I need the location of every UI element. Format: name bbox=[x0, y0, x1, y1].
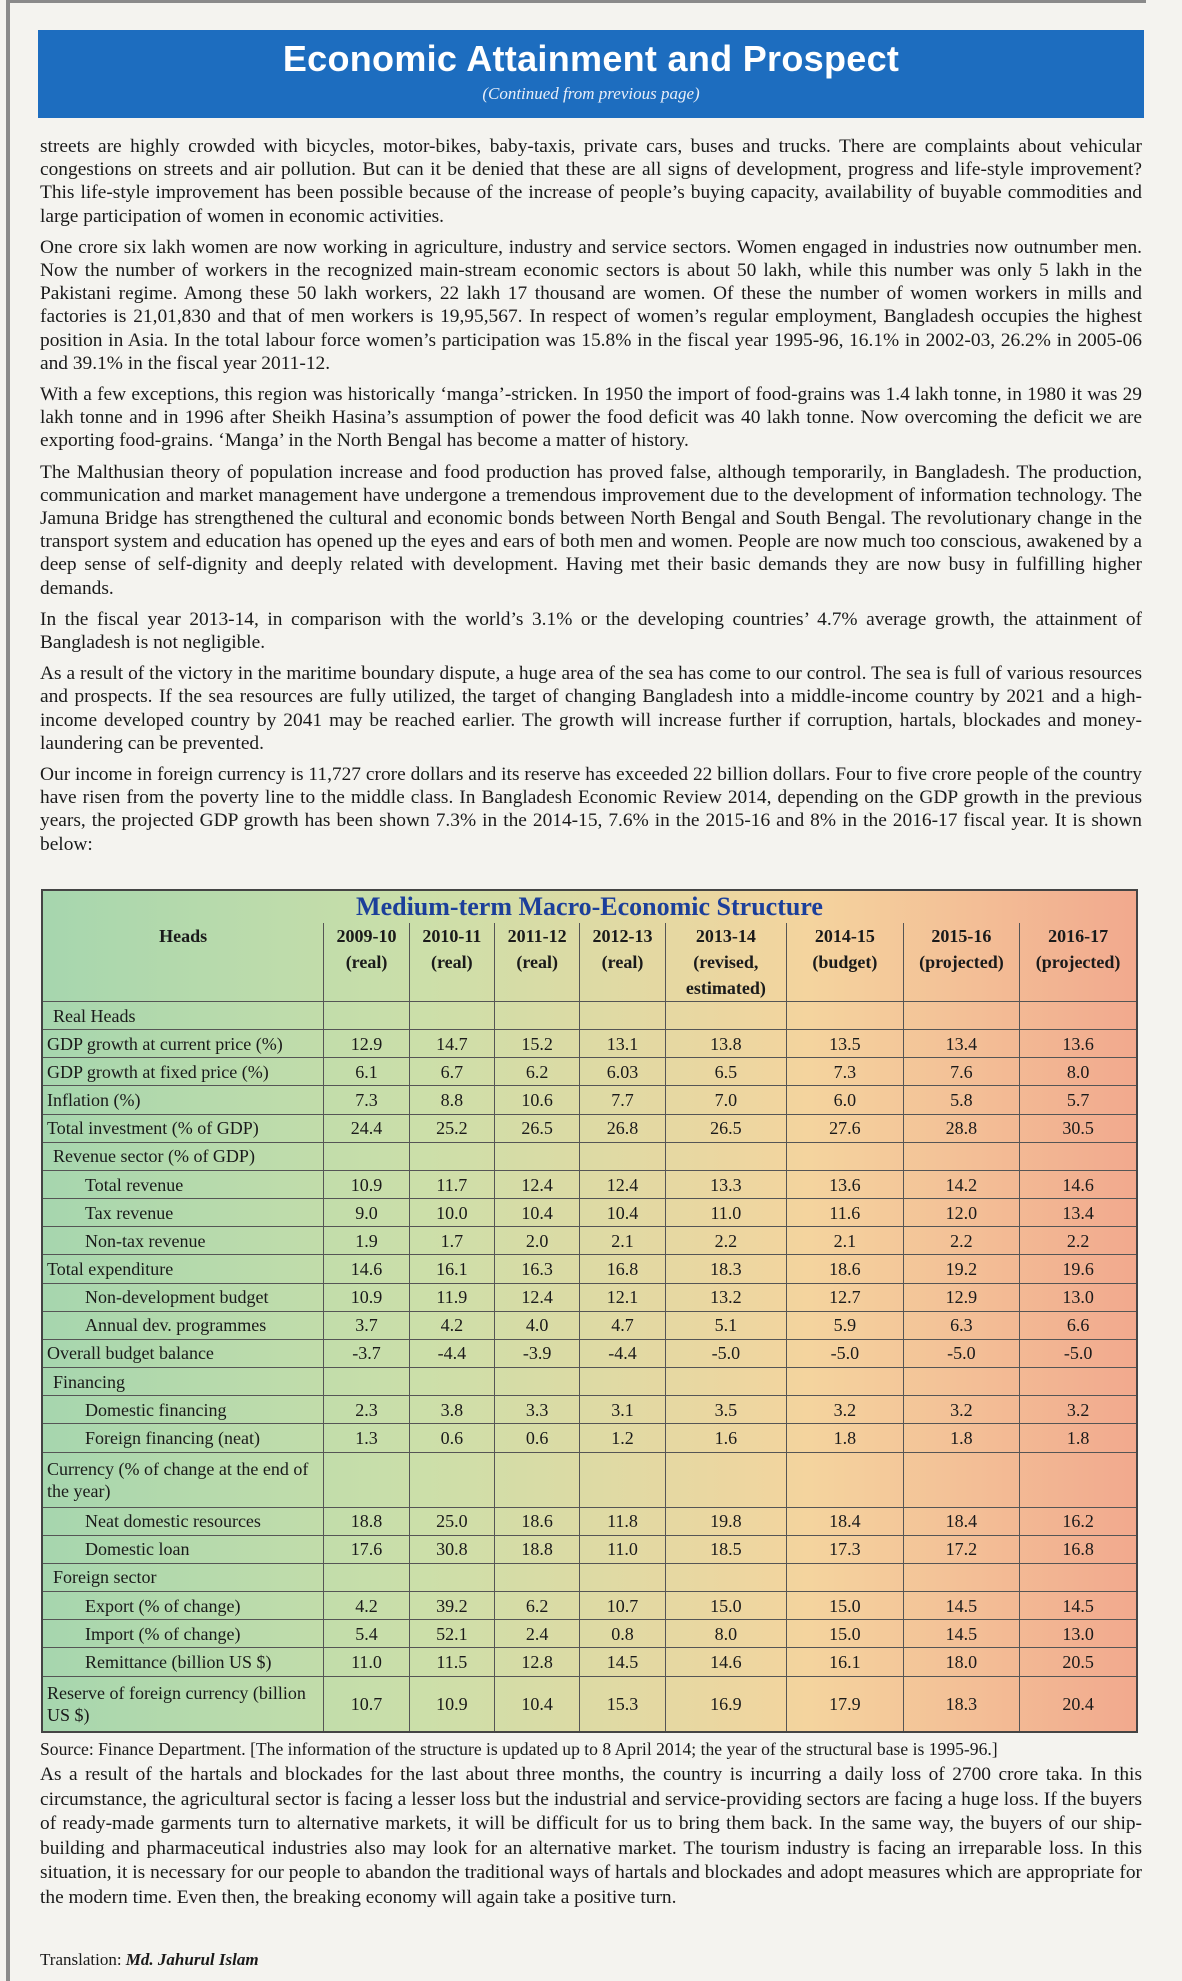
table-cell bbox=[665, 1002, 786, 1030]
table-cell: 13.4 bbox=[1020, 1199, 1137, 1227]
table-cell bbox=[495, 1002, 580, 1030]
table-cell: 7.3 bbox=[324, 1086, 409, 1114]
table-cell: 11.9 bbox=[409, 1283, 494, 1311]
table-cell: 18.4 bbox=[787, 1507, 904, 1535]
table-cell: 28.8 bbox=[903, 1114, 1020, 1142]
table-cell: 18.3 bbox=[665, 1255, 786, 1283]
column-header-year bbox=[324, 923, 409, 1002]
table-cell: 12.1 bbox=[580, 1283, 665, 1311]
table-cell: -5.0 bbox=[665, 1339, 786, 1367]
column-note: (projected) bbox=[919, 952, 1004, 972]
column-year: 2014-15 bbox=[814, 926, 875, 946]
table-cell: 7.6 bbox=[903, 1058, 1020, 1086]
table-cell: -4.4 bbox=[580, 1339, 665, 1367]
table-cell: 10.6 bbox=[495, 1086, 580, 1114]
table-cell: 16.3 bbox=[495, 1255, 580, 1283]
table-row bbox=[42, 1199, 1137, 1227]
table-row bbox=[42, 1255, 1137, 1283]
closing-section bbox=[40, 1763, 1142, 1910]
table-cell bbox=[324, 1563, 409, 1591]
row-label: Tax revenue bbox=[42, 1199, 324, 1227]
column-year: 2013-14 bbox=[695, 926, 756, 946]
table-cell: 25.0 bbox=[409, 1507, 494, 1535]
table-cell: 16.1 bbox=[409, 1255, 494, 1283]
page-left-rule bbox=[6, 0, 10, 1981]
table-cell bbox=[787, 1452, 904, 1507]
table-cell: 26.5 bbox=[495, 1114, 580, 1142]
table-cell: 27.6 bbox=[787, 1114, 904, 1142]
table-cell: 1.7 bbox=[409, 1227, 494, 1255]
table-cell: 18.5 bbox=[665, 1535, 786, 1563]
table-cell: 11.5 bbox=[409, 1648, 494, 1676]
table-cell: 3.8 bbox=[409, 1396, 494, 1424]
table-cell: 0.6 bbox=[409, 1424, 494, 1452]
table-cell: 8.0 bbox=[665, 1620, 786, 1648]
table-cell: 13.1 bbox=[580, 1030, 665, 1058]
table-cell bbox=[787, 1563, 904, 1591]
title-banner bbox=[38, 30, 1144, 118]
table-row bbox=[42, 1396, 1137, 1424]
table-cell bbox=[580, 1368, 665, 1396]
table-cell: 26.5 bbox=[665, 1114, 786, 1142]
row-label: GDP growth at fixed price (%) bbox=[42, 1058, 324, 1086]
table-cell bbox=[665, 1142, 786, 1170]
table-cell: 12.7 bbox=[787, 1283, 904, 1311]
row-label: Domestic financing bbox=[42, 1396, 324, 1424]
table-cell: 1.9 bbox=[324, 1227, 409, 1255]
paragraph: In the fiscal year 2013-14, in comparison with the world’s 3.1% or the developing countries’ 4.7% average growth, the attainment of Bangladesh is not negligible. bbox=[40, 608, 1142, 654]
table-row bbox=[42, 1592, 1137, 1620]
table-cell: 3.2 bbox=[903, 1396, 1020, 1424]
table-cell: 14.7 bbox=[409, 1030, 494, 1058]
table-cell bbox=[324, 1002, 409, 1030]
table-cell: 5.7 bbox=[1020, 1086, 1137, 1114]
section-row bbox=[42, 1142, 1137, 1170]
table-cell: -5.0 bbox=[787, 1339, 904, 1367]
table-cell: 6.3 bbox=[903, 1311, 1020, 1339]
table-cell bbox=[665, 1368, 786, 1396]
table-cell: 14.2 bbox=[903, 1170, 1020, 1198]
table-title-row bbox=[42, 890, 1137, 923]
table-cell bbox=[1020, 1002, 1137, 1030]
table-cell: 10.4 bbox=[495, 1676, 580, 1732]
table-row bbox=[42, 1030, 1137, 1058]
table-cell bbox=[324, 1142, 409, 1170]
table-row bbox=[42, 1648, 1137, 1676]
table-cell: 16.8 bbox=[580, 1255, 665, 1283]
table-row bbox=[42, 1620, 1137, 1648]
table-cell bbox=[903, 1002, 1020, 1030]
table-cell: 15.3 bbox=[580, 1676, 665, 1732]
credit-label: Translation: bbox=[40, 1950, 122, 1969]
row-label: Neat domestic resources bbox=[42, 1507, 324, 1535]
table-cell: 14.6 bbox=[324, 1255, 409, 1283]
table-cell bbox=[580, 1002, 665, 1030]
section-row bbox=[42, 1368, 1137, 1396]
table-cell: 10.7 bbox=[324, 1676, 409, 1732]
table-cell: 18.6 bbox=[787, 1255, 904, 1283]
column-note: (real) bbox=[601, 952, 644, 972]
table-row bbox=[42, 1507, 1137, 1535]
table-row bbox=[42, 1676, 1137, 1732]
table-cell: 12.9 bbox=[903, 1283, 1020, 1311]
paragraph: The Malthusian theory of population increase and food production has proved false, although temporarily, in Bangladesh. The production, communication and market management have undergone a tremendous improvement due to the development of information technology. The Jamuna Bridge has strengthened the cultural and economic bonds between North Bengal and South Bengal. The revolutionary change in the transport system and education has opened up the eyes and ears of both men and women. People are now much too conscious, awakened by a deep sense of self-dignity and deeply related with development. Having met their basic demands they are now busy in fulfilling higher demands. bbox=[40, 461, 1142, 599]
table-cell: 20.5 bbox=[1020, 1648, 1137, 1676]
table-cell: 3.2 bbox=[1020, 1396, 1137, 1424]
table-row bbox=[42, 1311, 1137, 1339]
table-row bbox=[42, 1058, 1137, 1086]
page-top-rule bbox=[6, 0, 1146, 3]
column-note: (real) bbox=[431, 952, 473, 972]
table-cell: 16.8 bbox=[1020, 1535, 1137, 1563]
table-cell: 6.2 bbox=[495, 1058, 580, 1086]
table-body bbox=[42, 1002, 1137, 1733]
table-cell: 18.8 bbox=[495, 1535, 580, 1563]
table-cell: 11.0 bbox=[580, 1535, 665, 1563]
table-cell bbox=[787, 1368, 904, 1396]
table-cell bbox=[409, 1368, 494, 1396]
row-label: Annual dev. programmes bbox=[42, 1311, 324, 1339]
row-label: Reserve of foreign currency (billion US $) bbox=[42, 1676, 324, 1732]
table-cell: 39.2 bbox=[409, 1592, 494, 1620]
table-cell: 10.4 bbox=[580, 1199, 665, 1227]
table-cell: 20.4 bbox=[1020, 1676, 1137, 1732]
column-year: 2015-16 bbox=[931, 926, 992, 946]
table-cell: 24.4 bbox=[324, 1114, 409, 1142]
row-label: Domestic loan bbox=[42, 1535, 324, 1563]
table-cell: 6.7 bbox=[409, 1058, 494, 1086]
table-cell: 10.7 bbox=[580, 1592, 665, 1620]
table-cell: 5.4 bbox=[324, 1620, 409, 1648]
table-cell: 30.8 bbox=[409, 1535, 494, 1563]
column-header-year bbox=[1020, 923, 1137, 1002]
table-cell bbox=[409, 1142, 494, 1170]
table-cell: 13.3 bbox=[665, 1170, 786, 1198]
table-cell: 6.03 bbox=[580, 1058, 665, 1086]
table-cell bbox=[903, 1452, 1020, 1507]
row-label: Total revenue bbox=[42, 1170, 324, 1198]
table-cell: 3.1 bbox=[580, 1396, 665, 1424]
table-cell: 3.5 bbox=[665, 1396, 786, 1424]
table-cell: 6.5 bbox=[665, 1058, 786, 1086]
row-label: Export (% of change) bbox=[42, 1592, 324, 1620]
paragraph: One crore six lakh women are now working in agriculture, industry and service sectors. Women engaged in industries now outnumber men. Now the number of workers in the recognized main-stream economic sectors is about 50 lakh, while this number was only 5 lakh in the Pakistani regime. Among these 50 lakh workers, 22 lakh 17 thousand are women. Of these the number of women workers in mills and factories is 21,01,830 and that of men workers is 19,95,567. In respect of women’s regular employment, Bangladesh occupies the highest position in Asia. In the total labour force women’s participation was 15.8% in the fiscal year 1995-96, 16.1% in 2002-03, 26.2% in 2005-06 and 39.1% in the fiscal year 2011-12. bbox=[40, 236, 1142, 374]
table-cell: 2.4 bbox=[495, 1620, 580, 1648]
table-cell: 26.8 bbox=[580, 1114, 665, 1142]
table-cell: 1.8 bbox=[1020, 1424, 1137, 1452]
table-cell: 2.1 bbox=[580, 1227, 665, 1255]
table-cell bbox=[580, 1452, 665, 1507]
table-cell: 1.6 bbox=[665, 1424, 786, 1452]
row-label: Remittance (billion US $) bbox=[42, 1648, 324, 1676]
table-cell bbox=[1020, 1368, 1137, 1396]
table-row bbox=[42, 1114, 1137, 1142]
column-note: (revised, estimated) bbox=[685, 952, 766, 998]
row-label: Inflation (%) bbox=[42, 1086, 324, 1114]
row-label: Overall budget balance bbox=[42, 1339, 324, 1367]
paragraph: As a result of the victory in the maritime boundary dispute, a huge area of the sea has come to our control. The sea is full of various resources and prospects. If the sea resources are fully utilized, the target of changing Bangladesh into a middle-income country by 2021 and a high-income developed country by 2041 may be reached earlier. The growth will increase further if corruption, hartals, blockades and money-laundering can be prevented. bbox=[40, 663, 1142, 754]
table-cell: 14.5 bbox=[1020, 1592, 1137, 1620]
table-row bbox=[42, 1227, 1137, 1255]
source-note: Source: Finance Department. [The information of the structure is updated up to 8 April 2014; the year of the structural base is 1995-96.] bbox=[40, 1739, 998, 1759]
table-cell: 12.8 bbox=[495, 1648, 580, 1676]
table-cell: 7.7 bbox=[580, 1086, 665, 1114]
table-header-row bbox=[42, 923, 1137, 1002]
table-cell bbox=[495, 1142, 580, 1170]
row-label: Non-tax revenue bbox=[42, 1227, 324, 1255]
column-header-year bbox=[495, 923, 580, 1002]
table-cell: 15.0 bbox=[665, 1592, 786, 1620]
table-cell: 8.0 bbox=[1020, 1058, 1137, 1086]
table-cell: 2.0 bbox=[495, 1227, 580, 1255]
row-label: Foreign financing (neat) bbox=[42, 1424, 324, 1452]
table-cell: 10.0 bbox=[409, 1199, 494, 1227]
table-cell bbox=[495, 1368, 580, 1396]
column-year: 2012-13 bbox=[592, 926, 653, 946]
section-row bbox=[42, 1002, 1137, 1030]
table-cell bbox=[409, 1563, 494, 1591]
column-header-year bbox=[409, 923, 494, 1002]
table-cell: 1.3 bbox=[324, 1424, 409, 1452]
table-cell: 5.1 bbox=[665, 1311, 786, 1339]
table-cell: 0.6 bbox=[495, 1424, 580, 1452]
table-cell: 4.7 bbox=[580, 1311, 665, 1339]
table-cell: 12.4 bbox=[580, 1170, 665, 1198]
table-cell: 13.2 bbox=[665, 1283, 786, 1311]
column-note: (projected) bbox=[1035, 952, 1121, 972]
table-cell bbox=[495, 1452, 580, 1507]
table-cell: 10.9 bbox=[324, 1170, 409, 1198]
table-cell: 10.9 bbox=[324, 1283, 409, 1311]
paragraph: With a few exceptions, this region was historically ‘manga’-stricken. In 1950 the import of food-grains was 1.4 lakh tonne, in 1980 it was 29 lakh tonne and in 1996 after Sheikh Hasina’s assumption of power the food deficit was 40 lakh tonne. Now overcoming the deficit we are exporting food-grains. ‘Manga’ in the North Bengal has become a matter of history. bbox=[40, 384, 1142, 452]
table-cell: 16.2 bbox=[1020, 1507, 1137, 1535]
table-cell: 13.0 bbox=[1020, 1283, 1137, 1311]
table-cell: 3.7 bbox=[324, 1311, 409, 1339]
table-cell: -5.0 bbox=[903, 1339, 1020, 1367]
table-row bbox=[42, 1170, 1137, 1198]
table-cell: 14.5 bbox=[903, 1620, 1020, 1648]
table-cell: 52.1 bbox=[409, 1620, 494, 1648]
table-cell: 1.2 bbox=[580, 1424, 665, 1452]
table-cell: 18.0 bbox=[903, 1648, 1020, 1676]
table-cell: -3.9 bbox=[495, 1339, 580, 1367]
table-cell: 19.8 bbox=[665, 1507, 786, 1535]
column-year: 2016-17 bbox=[1048, 926, 1109, 946]
table-cell: 30.5 bbox=[1020, 1114, 1137, 1142]
column-header-year bbox=[787, 923, 904, 1002]
row-label: Non-development budget bbox=[42, 1283, 324, 1311]
table-cell bbox=[787, 1142, 904, 1170]
table-cell: 3.2 bbox=[787, 1396, 904, 1424]
column-year: Heads bbox=[159, 926, 208, 946]
table-cell: 14.5 bbox=[580, 1648, 665, 1676]
table-cell: 11.0 bbox=[665, 1199, 786, 1227]
table-row bbox=[42, 1283, 1137, 1311]
continued-note: (Continued from previous page) bbox=[482, 84, 700, 103]
table-cell: 2.2 bbox=[1020, 1227, 1137, 1255]
closing-paragraph: As a result of the hartals and blockades for the last about three months, the country is incurring a daily loss of 2700 crore taka. In this circumstance, the agricultural sector is facing a lesser loss but the industrial and service-providing sectors are facing a huge loss. If the buyers of ready-made garments turn to alternative markets, it will be difficult for us to bring them back. In the same way, the buyers of our ship-building and pharmaceutical industries also may look for an alternative market. The tourism industry is facing an irreparable loss. In this situation, it is necessary for our people to abandon the traditional ways of hartals and blockades and adopt measures which are appropriate for the modern time. Even then, the breaking economy will again take a positive turn. bbox=[40, 1764, 1142, 1908]
column-header-year bbox=[903, 923, 1020, 1002]
column-note: (real) bbox=[345, 952, 388, 972]
column-year: 2011-12 bbox=[507, 926, 567, 946]
table-cell: -4.4 bbox=[409, 1339, 494, 1367]
table-cell bbox=[903, 1563, 1020, 1591]
table-cell: 6.6 bbox=[1020, 1311, 1137, 1339]
row-label: Revenue sector (% of GDP) bbox=[42, 1142, 324, 1170]
table-cell: 4.0 bbox=[495, 1311, 580, 1339]
table-cell: 19.6 bbox=[1020, 1255, 1137, 1283]
table-cell: 12.4 bbox=[495, 1170, 580, 1198]
table-cell: 13.8 bbox=[665, 1030, 786, 1058]
table-cell: 18.8 bbox=[324, 1507, 409, 1535]
table-cell bbox=[665, 1452, 786, 1507]
paragraph: Our income in foreign currency is 11,727 crore dollars and its reserve has exceeded 22 billion dollars. Four to five crore people of the country have risen from the poverty line to the middle class. In Bangladesh Economic Review 2014, depending on the GDP growth in the previous years, the projected GDP growth has been shown 7.3% in the 2014-15, 7.6% in the 2015-16 and 8% in the 2016-17 fiscal year. It is shown below: bbox=[40, 764, 1142, 855]
table-cell: 17.3 bbox=[787, 1535, 904, 1563]
table-cell: 2.2 bbox=[903, 1227, 1020, 1255]
macro-economic-table bbox=[41, 889, 1138, 1733]
table-cell bbox=[409, 1002, 494, 1030]
column-year: 2010-11 bbox=[422, 926, 482, 946]
table-cell: 13.5 bbox=[787, 1030, 904, 1058]
table-cell bbox=[409, 1452, 494, 1507]
table-row bbox=[42, 1424, 1137, 1452]
table-cell: 14.6 bbox=[1020, 1170, 1137, 1198]
row-label: Real Heads bbox=[42, 1002, 324, 1030]
column-header-heads bbox=[42, 923, 324, 1002]
table-cell: 18.6 bbox=[495, 1507, 580, 1535]
table-cell: 6.1 bbox=[324, 1058, 409, 1086]
table-cell bbox=[1020, 1452, 1137, 1507]
table-cell bbox=[580, 1563, 665, 1591]
table-cell: 5.9 bbox=[787, 1311, 904, 1339]
table-cell: 16.9 bbox=[665, 1676, 786, 1732]
table-cell: 6.0 bbox=[787, 1086, 904, 1114]
row-label: Foreign sector bbox=[42, 1563, 324, 1591]
table-cell: 12.4 bbox=[495, 1283, 580, 1311]
article-body bbox=[40, 135, 1142, 864]
table-cell: 17.2 bbox=[903, 1535, 1020, 1563]
row-label: Import (% of change) bbox=[42, 1620, 324, 1648]
table-cell: 9.0 bbox=[324, 1199, 409, 1227]
table-cell: 13.6 bbox=[1020, 1030, 1137, 1058]
table-cell bbox=[665, 1563, 786, 1591]
table-cell bbox=[580, 1142, 665, 1170]
table-cell: 10.4 bbox=[495, 1199, 580, 1227]
table-cell: 1.8 bbox=[787, 1424, 904, 1452]
table-cell: 17.9 bbox=[787, 1676, 904, 1732]
table-cell: 11.8 bbox=[580, 1507, 665, 1535]
row-label: Total expenditure bbox=[42, 1255, 324, 1283]
column-header-year bbox=[665, 923, 786, 1002]
table-cell: 14.5 bbox=[903, 1592, 1020, 1620]
table-cell: 15.2 bbox=[495, 1030, 580, 1058]
table-cell: 14.6 bbox=[665, 1648, 786, 1676]
table-cell: 6.2 bbox=[495, 1592, 580, 1620]
row-label: Total investment (% of GDP) bbox=[42, 1114, 324, 1142]
section-row bbox=[42, 1563, 1137, 1591]
table-cell: 8.8 bbox=[409, 1086, 494, 1114]
table-cell: 10.9 bbox=[409, 1676, 494, 1732]
table-cell: 17.6 bbox=[324, 1535, 409, 1563]
table-cell: 19.2 bbox=[903, 1255, 1020, 1283]
table-cell bbox=[903, 1142, 1020, 1170]
table-cell: 13.0 bbox=[1020, 1620, 1137, 1648]
table-cell: 0.8 bbox=[580, 1620, 665, 1648]
table-cell: 2.2 bbox=[665, 1227, 786, 1255]
table-cell: 4.2 bbox=[324, 1592, 409, 1620]
table-cell: 15.0 bbox=[787, 1592, 904, 1620]
table-cell: 1.8 bbox=[903, 1424, 1020, 1452]
table-cell: 13.4 bbox=[903, 1030, 1020, 1058]
table-cell: -3.7 bbox=[324, 1339, 409, 1367]
table-cell: 12.0 bbox=[903, 1199, 1020, 1227]
section-row bbox=[42, 1452, 1137, 1507]
table-cell: 2.3 bbox=[324, 1396, 409, 1424]
column-year: 2009-10 bbox=[336, 926, 397, 946]
table-cell: 11.6 bbox=[787, 1199, 904, 1227]
table-cell: 5.8 bbox=[903, 1086, 1020, 1114]
table-cell: 7.0 bbox=[665, 1086, 786, 1114]
row-label: Financing bbox=[42, 1368, 324, 1396]
translator-name: Md. Jahurul Islam bbox=[125, 1950, 259, 1969]
table-cell bbox=[787, 1002, 904, 1030]
table-cell: 13.6 bbox=[787, 1170, 904, 1198]
translation-credit bbox=[40, 1950, 259, 1970]
table-cell: 18.3 bbox=[903, 1676, 1020, 1732]
table-row bbox=[42, 1339, 1137, 1367]
column-header-year bbox=[580, 923, 665, 1002]
row-label: GDP growth at current price (%) bbox=[42, 1030, 324, 1058]
table-row bbox=[42, 1535, 1137, 1563]
row-label: Currency (% of change at the end of the year) bbox=[42, 1452, 324, 1507]
table-cell: 4.2 bbox=[409, 1311, 494, 1339]
table-cell: 25.2 bbox=[409, 1114, 494, 1142]
table-cell bbox=[903, 1368, 1020, 1396]
table-cell: 16.1 bbox=[787, 1648, 904, 1676]
table-cell bbox=[324, 1452, 409, 1507]
table-cell: 2.1 bbox=[787, 1227, 904, 1255]
table-cell: -5.0 bbox=[1020, 1339, 1137, 1367]
table-cell: 3.3 bbox=[495, 1396, 580, 1424]
table-title: Medium-term Macro-Economic Structure bbox=[42, 890, 1137, 923]
table-cell: 11.7 bbox=[409, 1170, 494, 1198]
page-title: Economic Attainment and Prospect bbox=[282, 38, 900, 79]
table-cell bbox=[324, 1368, 409, 1396]
table-cell bbox=[495, 1563, 580, 1591]
column-note: (real) bbox=[516, 952, 558, 972]
table-cell: 7.3 bbox=[787, 1058, 904, 1086]
table-cell: 11.0 bbox=[324, 1648, 409, 1676]
table-cell: 18.4 bbox=[903, 1507, 1020, 1535]
table-cell bbox=[1020, 1142, 1137, 1170]
table-row bbox=[42, 1086, 1137, 1114]
column-note: (budget) bbox=[812, 952, 878, 972]
table-cell bbox=[1020, 1563, 1137, 1591]
table-cell: 12.9 bbox=[324, 1030, 409, 1058]
paragraph: streets are highly crowded with bicycles, motor-bikes, baby-taxis, private cars, buses and trucks. There are complaints about vehicular congestions on streets and air pollution. But can it be denied that these are all signs of development, progress and life-style improvement? This life-style improvement has been possible because of the increase of people’s buying capacity, availability of buyable commodities and large participation of women in economic activities. bbox=[40, 136, 1142, 227]
table-cell: 15.0 bbox=[787, 1620, 904, 1648]
